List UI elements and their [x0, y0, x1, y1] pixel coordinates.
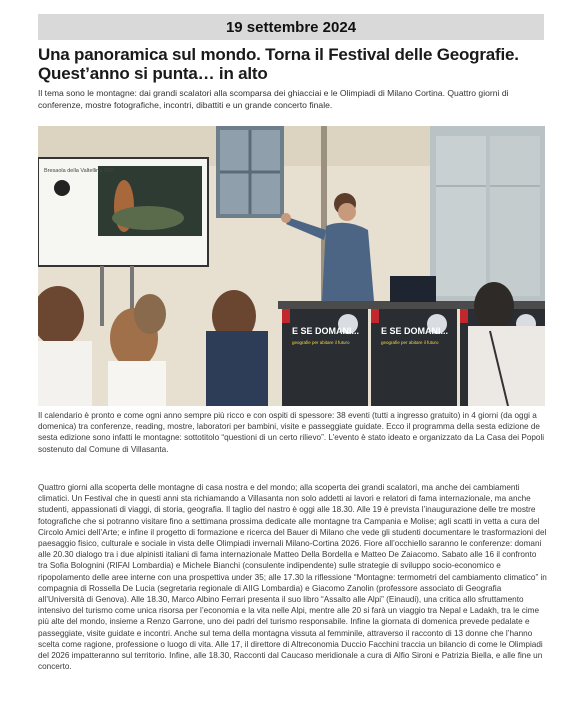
date-banner — [38, 14, 544, 40]
article-photo — [38, 126, 545, 406]
article-subheading: Il tema sono le montagne: dai grandi scalatori alla scomparsa dei ghiacciai e le Olimpiadi di Milano Cortina. Quattro giorni di conferenze, mostre fotografiche, incontri, dibattiti e un grande concerto finale. — [38, 88, 509, 110]
slide-title: Bresaola della Valtellina IGP — [44, 168, 114, 174]
poster-subtitle: geografie per abitare il futuro — [292, 340, 350, 345]
article-paragraph-2: Quattro giorni alla scoperta delle montagne di casa nostra e del mondo; alla scoperta dei grandi scalatori, ma anche dei cambiamenti climatici. Un Festival che in questi anni sta richiamando a Villasanta non solo addetti ai lavori e relatori di fama internazionale, ma anche studenti, appassionati di viaggi, di storia, geografia. Il taglio del nastro è oggi alle 18.30. Alle 19 è prevista l’inaugurazione delle tre mostre fotografiche che si potranno visitare fino a settimana prossima dedicate alle montagne tra Campania e Molise; agli scatti in vetta a cura del Circolo Amici dell’Arte; e infine il progetto di formazione e ricerca del Bauer di Milano che vede gli studenti documentare le trasformazioni del paesaggio fisico, culturale e sociale in vista delle Olimpiadi invernali Milano-Cortina 2026. Fiore all’occhiello saranno le conferenze: domani alle 20.30 dialogo tra i due alpinisti italiani di fama internazionale Matteo Della Bordella e Matteo De Zaiacomo. Sabato alle 16 il confronto tra Sofia Bolognini (RIFAI Lombardia) e Michele Bianchi (consulente indipendente) sulle strategie di sviluppo socio-economico e ripopolamento delle aree interne con una prospettiva under 35; alle 17.30 la riflessione “Montagne: termometri del cambiamento climatico” in compagnia di Rossella De Lucia (segretaria regionale di AIIG Lombardia) e Giacomo Zanolin (professore associato di Geografia all’Università di Genova). Alle 18.30, Marco Albino Ferrari presenta il suo libro “Assalto alle Alpi” (Einaudi), una critica allo sfruttamento intensivo del turismo come unica risorsa per l’economia e la vita nelle Alpi, mentre alle 20 si farà un viaggio tra Nepal e Ladakh, tra le cime più alte del mondo, insieme a Renzo Garrone, uno dei padri del turismo responsabile. Infine la giornata di domenica prevede pedalate e passeggiate, visite guidate e incontri. Anche sul tema della montagna vissuta al femminile, attraverso il racconto di 13 donne che l’hanno scelta come ragione, professione o luogo di vita. Alle 17, il direttore di Altreconomia Duccio Facchini traccia un bilancio di come le Olimpiadi del 2026 impatteranno sul territorio. Infine, alle 18.30, Racconti dal Caucaso meridionale a cura di Alfio Sironi e Patrizia Biella, e alle fine un concerto. — [38, 483, 547, 672]
poster-title-2: E SE DOMANI... — [381, 326, 449, 336]
poster-subtitle-2: geografie per abitare il futuro — [381, 340, 439, 345]
article-paragraph-1: Il calendario è pronto e come ogni anno sempre più ricco e con ospiti di spessore: 38 eventi (tutti a ingresso gratuito) in 4 giorni (da oggi a domenica) tra conferenze, reading, mostre, laboratori per bambini, visite e passeggiate guidate. Ecco il programma della sesta edizione de sesta edizione sono infatti le montagne: sottotitolo “questioni di un certo rilievo”. L’evento è stato ideato e organizzato da La Casa dei Popoli sostenuto dal Comune di Villasanta. — [38, 411, 545, 454]
poster-title: E SE DOMANI... — [292, 326, 360, 336]
article-date: 19 settembre 2024 — [225, 18, 357, 36]
article-headline: Una panoramica sul mondo. Torna il Festival delle Geografie. Quest’anno si punta… in alto — [38, 45, 519, 83]
